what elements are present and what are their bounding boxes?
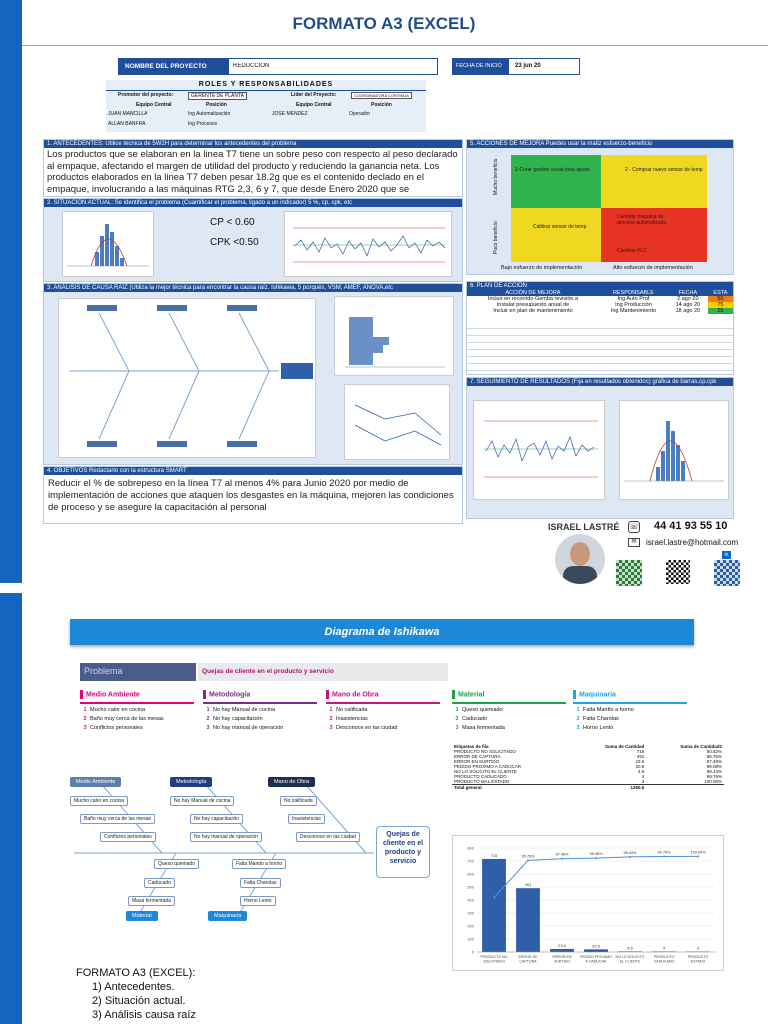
item-text: No hay Manual de cocina [213, 707, 276, 713]
ishikawa-title: Diagrama de Ishikawa [324, 626, 440, 638]
q3-text: Calibrar sensor de temp [533, 224, 587, 230]
y-tick-label: 100 [467, 936, 474, 942]
fishbone-small [58, 298, 316, 458]
x-tick-label: PRODUCTO NO [480, 955, 508, 959]
phone-icon: ☏ [629, 522, 640, 531]
item-number: 1 [206, 707, 210, 713]
item-number: 3 [83, 725, 87, 731]
table-cell: 98.08% [706, 764, 722, 769]
table-cell: 23.5 [635, 759, 645, 764]
item-text: Mucho calor en cocina [90, 707, 146, 713]
table-cell: Suma de Cantidad [604, 744, 645, 749]
contact-email[interactable]: israel.lastre@hotmail.com [646, 538, 739, 547]
pa-r1c1: Incluir en recorrido Gemba revisión a [487, 296, 579, 302]
category-name: Maquinaria [579, 691, 616, 699]
table-cell: Total general [454, 785, 482, 790]
table-cell: 95.76% [706, 754, 722, 759]
section-seguimiento [466, 377, 734, 519]
category-item [326, 725, 397, 731]
item-text: No hay manual de operación [213, 725, 284, 731]
cpk-value: CPK <0.50 [210, 237, 259, 248]
item-number: 1 [83, 707, 87, 713]
item-number: 1 [576, 707, 580, 713]
plan-grid-lines [467, 322, 733, 374]
category-5 [573, 690, 687, 731]
sec5-header: 5. ACCIONES DE MEJORA Puedes usar la matiz esfuerzo-beneficio [467, 140, 733, 148]
pa-r2c4: 75 [708, 302, 733, 308]
ylab-bottom: Poco beneficio [493, 221, 499, 254]
x-tick-label: PEDIDO PROXIMO [580, 955, 612, 959]
cumulative-point [697, 855, 699, 857]
bar-value-label: 4.5 [627, 945, 633, 951]
item-number: 2 [576, 716, 580, 722]
item-text: Falta Charolas [583, 716, 619, 722]
cumulative-point [493, 897, 495, 899]
y-tick-label: 800 [467, 845, 474, 851]
table-cell [646, 785, 724, 791]
category-item [80, 725, 143, 731]
fish-cause: No hay manual de operación [190, 832, 262, 842]
followup-control-chart [473, 400, 605, 500]
y-tick-label: 600 [467, 871, 474, 877]
category-line [452, 702, 566, 704]
sec1-header: 1. ANTECEDENTES: Utilice técnica de 5W2H para determinar los antecedentes del problema [44, 140, 462, 148]
sec7-header: 7. SEGUIMIENTO DE RESULTADOS (Fija en resultados obtenidos) gráfica de barras,cp,cpk [467, 378, 733, 386]
contact-phone: 44 41 93 55 10 [654, 520, 728, 532]
pareto-chart-wrap [452, 835, 724, 971]
fish-cause: Falta Mantto a horno [232, 859, 286, 869]
linkedin-icon[interactable]: in [722, 551, 731, 559]
ylab-top: Mucho beneficio [493, 158, 499, 195]
category-name: Medio Ambiente [86, 691, 140, 699]
x-tick-label: SOLICITADO [483, 959, 505, 964]
roles-col1: Equipo Central [136, 102, 172, 108]
roles-title: ROLES Y RESPONSABILIDADES [198, 81, 334, 88]
section-acciones [466, 139, 734, 275]
x-tick-label: CAPTURA [519, 959, 537, 964]
category-line [203, 702, 317, 704]
lider-label: Líder del Proyecto: [291, 92, 337, 98]
item-number: 1 [329, 707, 333, 713]
item-number: 2 [329, 716, 333, 722]
roles-col2: Posición [206, 102, 227, 108]
avatar [555, 534, 605, 584]
category-3 [326, 690, 440, 731]
roles-r2c2: Ing Procesos [188, 121, 218, 127]
sec1-text: Los productos que se elaboran en la linea T7 tiene un sobre peso con respecto al peso declarado al empaque, afectando el margen de utilidad del producto y reduciendo la ganancia neta. Los productos elaborados en la linea T7 deben pesar 18.2g que es el contenido declado en el empaque, involucrando a las máquinas RTG 2,3, 6 y 7, que desde Enero 2020 que se [47, 149, 458, 194]
roles-col4: Posición [371, 102, 392, 108]
fish-cause: Baño muy cerca de las mesas [80, 814, 155, 824]
date-label: FECHA DE INICIO [453, 59, 509, 74]
table-cell: PRODUCTO CADUCADO [454, 774, 507, 779]
whatsapp-qr-icon[interactable] [616, 560, 642, 586]
q4a-text: Cambiar maquina de proceso automatizada [617, 214, 667, 226]
fish-cause: No calificada [280, 796, 317, 806]
bar-value-label: 23.5 [558, 942, 566, 948]
category-4 [452, 690, 566, 731]
q1-text: 1-Crear gestión visual para ajuste [515, 167, 590, 173]
bar-value-label: 4 [662, 945, 666, 951]
table-cell: 20.5 [635, 764, 645, 769]
item-text: No calificada [336, 707, 368, 713]
category-item [573, 716, 619, 722]
section-situacion [43, 198, 463, 282]
matrix-q4 [601, 208, 707, 262]
table-cell: ERROR EN SURTIDO [454, 759, 500, 764]
pa-col2: RESPONSABLE [599, 290, 668, 296]
left-band-top [0, 0, 22, 583]
item-text: Conflictos personales [90, 725, 143, 731]
cumulative-label: 97.48% [555, 852, 569, 857]
item-number: 2 [455, 716, 459, 722]
section-causa-raiz [43, 283, 463, 465]
ishikawa-title-bar [70, 619, 694, 645]
item-text: Queso quemado [462, 707, 503, 713]
cumulative-label: 99.76% [657, 850, 671, 855]
table-cell: 97.48% [706, 759, 722, 764]
pa-r2c3: 14 ago 20 [675, 302, 701, 308]
table-cell: PRODUCTO MAL ESTADO [454, 779, 510, 784]
item-number: 1 [455, 707, 459, 713]
category-name: Mano de Obra [332, 691, 379, 699]
fish-material: Material [126, 911, 158, 921]
histogram-small [62, 211, 154, 277]
matrix-q3 [511, 208, 601, 262]
table-row [467, 308, 733, 314]
left-band-bottom [0, 593, 22, 1024]
y-tick-label: 700 [467, 858, 474, 864]
bar-value-label: 3 [696, 945, 700, 951]
x-tick-label: CADUCADO [653, 959, 675, 964]
followup-capability [619, 400, 729, 500]
table-cell: PRODUCTO NO SOLICITADO [454, 749, 516, 754]
pareto-small [334, 296, 454, 376]
table-cell: PEDIDO PROXIMO A CADUCAR [454, 764, 522, 769]
category-1 [80, 690, 194, 731]
category-item [452, 707, 503, 713]
fish-cause: Masa fermentada [128, 896, 175, 906]
pa-r1c2: Ing Auto Prof [617, 296, 650, 302]
project-value: REDUCCIÓN [233, 63, 270, 69]
roles-r1c1: JUAN MANCILLA [108, 111, 148, 117]
category-name: Material [458, 691, 485, 699]
plan-table [467, 290, 733, 314]
item-number: 3 [576, 725, 580, 731]
table-cell: Etiquetas de fila [454, 744, 489, 749]
sec4-text: Reducir el % de sobrepeso en la línea T7 al menos 4% para Junio 2020 por medio de implementación de acciones que ataquen los desgastes en la máquina, mejoren las condiciones de proceso y se asegure la capacitación al personal [48, 478, 454, 513]
project-label: NOMBRE DEL PROYECTO [119, 59, 229, 74]
category-name: Metodología [209, 691, 251, 699]
pa-r3c4: 25 [708, 308, 733, 314]
bar [482, 859, 506, 952]
category-item [80, 716, 164, 722]
interaction-small [344, 384, 450, 460]
category-item [326, 716, 368, 722]
bar [550, 949, 574, 952]
fish-cause: Falta Charolas [240, 878, 281, 888]
category-item [452, 716, 487, 722]
sec3-header: 3. ANÁLISIS DE CAUSA RAÍZ (Utiliza la mejor técnica para encontrar la causa raíz. Ishikawa, 5 porqués, VSM, AMEF, ANOVA,etc [44, 284, 462, 292]
roles-col3: Equipo Central [296, 102, 332, 108]
item-number: 2 [83, 716, 87, 722]
problem-label: Problema [80, 663, 196, 681]
table-total [452, 785, 724, 791]
item-number: 3 [206, 725, 210, 731]
table-cell: 99.76% [706, 774, 722, 779]
item-text: Desconoce en las ciudad [336, 725, 398, 731]
table-cell: 4 [641, 774, 645, 779]
item-text: Caducado [462, 716, 488, 722]
cumulative-point [629, 856, 631, 858]
promotor-value: GERENTE DE PLANTA [188, 92, 247, 100]
category-item [573, 725, 613, 731]
matrix-q2 [601, 155, 707, 208]
cumulative-label: 95.76% [521, 854, 535, 859]
contact-name: ISRAEL LASTRÉ [548, 522, 620, 532]
table-cell: Suma de Cantidad2 [680, 744, 722, 749]
fish-mano-de-obra: Mano de Obra [268, 777, 315, 787]
fish-cause: Desconoce en las ciudad [296, 832, 360, 842]
category-item [203, 725, 283, 731]
category-item [203, 707, 275, 713]
section-plan-accion [466, 281, 734, 375]
fish-cause: Mucho calor en cocina [70, 796, 128, 806]
category-marker [326, 690, 329, 699]
pareto-chart [453, 836, 723, 970]
x-tick-label: NO LO SOLICITO [615, 955, 645, 959]
xlab-right: Alto esfuerzo de implementación [613, 265, 693, 271]
item-number: 3 [329, 725, 333, 731]
bar [584, 949, 608, 952]
section-objetivos [43, 466, 463, 524]
pa-r3c3: 18 ago 20 [675, 308, 701, 314]
x-tick-label: ERROR DE [518, 955, 538, 959]
cumulative-label: 99.44% [623, 850, 637, 855]
fish-cause: Queso quemado [154, 859, 199, 869]
category-item [573, 707, 634, 713]
y-tick-label: 300 [467, 910, 474, 916]
fish-cause: Inasistencias [288, 814, 325, 824]
category-2 [203, 690, 317, 731]
pa-col1: ACCIÓN DE MEJORA [467, 290, 599, 296]
qr-code-icon[interactable] [666, 560, 690, 584]
footer-item-3: 3) Análisis causa raíz [92, 1009, 196, 1021]
fish-cause: Conflictos personales [100, 832, 156, 842]
footer-item-2: 2) Situación actual. [92, 995, 186, 1007]
category-item [80, 707, 145, 713]
table-cell: 3 [641, 779, 645, 784]
category-marker [203, 690, 206, 699]
table-cell: NO LO SOLICITO EL CLIENTE [454, 769, 518, 774]
cumulative-label: 100.00% [690, 850, 706, 855]
x-tick-label: EL CLIENTE [619, 959, 641, 964]
category-line [80, 702, 194, 704]
pareto-table-wrap [452, 744, 724, 830]
roles-r1c4: Operador [349, 111, 371, 117]
roles-divider [106, 90, 426, 91]
table-cell: 4.5 [637, 769, 645, 774]
date-bar [452, 58, 580, 75]
fish-cause: Caducado [144, 878, 175, 888]
roles-r2c1: ALLAN BANFRA [108, 121, 146, 127]
date-value: 23 jun 20 [515, 63, 541, 69]
pa-col4: ESTA [708, 290, 733, 296]
table-cell: 100.00% [704, 779, 722, 784]
cumulative-point [527, 859, 529, 861]
pa-r3c2: Ing Mantenimiento [610, 308, 657, 314]
pa-r2c1: Instalar presupuesto anual de [496, 302, 570, 308]
x-tick-label: PRODUCTO [687, 955, 709, 959]
item-text: Baño muy cerca de las mesas [90, 716, 164, 722]
pa-r2c2: Ing Producción [615, 302, 652, 308]
x-tick-label: ESTADO [690, 959, 706, 964]
x-tick-label: A CADUCAR [585, 959, 607, 964]
xlab-left: Bajo esfuerzo de implementación [501, 265, 583, 271]
page-title: FORMATO A3 (EXCEL) [292, 14, 476, 33]
q4b-text: Cambiar PLC [617, 248, 648, 254]
category-line [573, 702, 687, 704]
category-item [326, 707, 368, 713]
y-tick-label: 200 [467, 923, 474, 929]
fish-cause: Horno Lento [240, 896, 276, 906]
bar-value-label: 716 [490, 852, 498, 858]
email-icon: ✉ [628, 538, 640, 547]
footer-item-1: 1) Antecedentes. [92, 981, 175, 993]
project-bar [118, 58, 438, 75]
table-cell: 50.82% [706, 749, 722, 754]
table-cell: 99.44% [706, 769, 722, 774]
cumulative-point [561, 858, 563, 860]
fish-cause: No hay Manual de cocina [170, 796, 234, 806]
roles-table [106, 80, 426, 132]
pa-r3c1: Incluir en plan de mantenimiento [493, 308, 573, 314]
pareto-table [452, 744, 724, 790]
pa-r1c3: 2 ago 20 [677, 296, 699, 302]
sec2-header: 2. SITUACIÓN ACTUAL: Se identifica el problema (Cuantificar el problema, ligado a un indicador) 5 %, cp, cpk, etc [44, 199, 462, 207]
table-cell: 716 [636, 749, 645, 754]
cumulative-label: 98.08% [589, 852, 603, 857]
category-marker [573, 690, 576, 699]
table-cell: 491 [636, 754, 645, 759]
fish-cause: No hay capacitación [190, 814, 243, 824]
fish-maquinaria: Maquinaria [208, 911, 247, 921]
control-chart-small [284, 211, 452, 277]
item-text: Masa fermentada [462, 725, 505, 731]
item-number: 3 [455, 725, 459, 731]
sec6-header: 6. PLAN DE ACCIÓN [467, 282, 733, 290]
item-text: Falta Mantto a horno [583, 707, 634, 713]
bar-value-label: 491 [524, 882, 532, 888]
item-text: Horno Lento [583, 725, 614, 731]
item-text: No hay capacitación [213, 716, 263, 722]
x-tick-label: ERROR EN [552, 955, 572, 959]
pa-col3: FECHA [668, 290, 708, 296]
cp-value: CP < 0.60 [210, 217, 255, 228]
roles-r1c3: JOSE MENDEZ [272, 111, 308, 117]
category-line [326, 702, 440, 704]
promotor-label: Promotor del proyecto: [118, 92, 174, 98]
cumulative-point [663, 856, 665, 858]
problem-value: Quejas de cliente en el producto y servicio [198, 663, 448, 681]
category-marker [452, 690, 455, 699]
title-divider [22, 45, 768, 46]
pa-r1c4: 50 [708, 296, 733, 302]
y-tick-label: 500 [467, 884, 474, 890]
table-cell: 1260.5 [630, 785, 645, 790]
category-marker [80, 690, 83, 699]
x-tick-label: PRODUCTO [653, 955, 675, 959]
q2-text: 2 - Comprar nuevo sensor de temp [625, 167, 703, 173]
lider-value: COORDINADORA CONTINUA [351, 92, 412, 99]
item-text: Inasistencias [336, 716, 368, 722]
sec4-header: 4. OBJETIVOS Redactarlo con la estructura SMART [44, 467, 462, 475]
y-tick-label: 400 [467, 897, 474, 903]
roles-r1c2: Ing Automatización [188, 111, 231, 117]
fish-metodologia: Metodología [170, 777, 212, 787]
x-tick-label: SURTIDO [553, 959, 571, 964]
section-antecedentes [43, 139, 463, 197]
fish-head: Quejas de cliente en el producto y servicio [376, 826, 430, 878]
bar [516, 888, 540, 952]
cumulative-point [595, 857, 597, 859]
footer-title: FORMATO A3 (EXCEL): [76, 967, 196, 979]
bar-value-label: 20.5 [592, 943, 600, 949]
y-tick-label: 0 [471, 949, 474, 955]
fish-medio-ambiente: Medio Ambiente [70, 777, 121, 787]
matrix-q1 [511, 155, 601, 208]
category-item [203, 716, 263, 722]
table-cell: ERROR DE CAPTURA [454, 754, 501, 759]
category-item [452, 725, 505, 731]
linkedin-qr-icon[interactable] [714, 560, 740, 586]
item-number: 2 [206, 716, 210, 722]
